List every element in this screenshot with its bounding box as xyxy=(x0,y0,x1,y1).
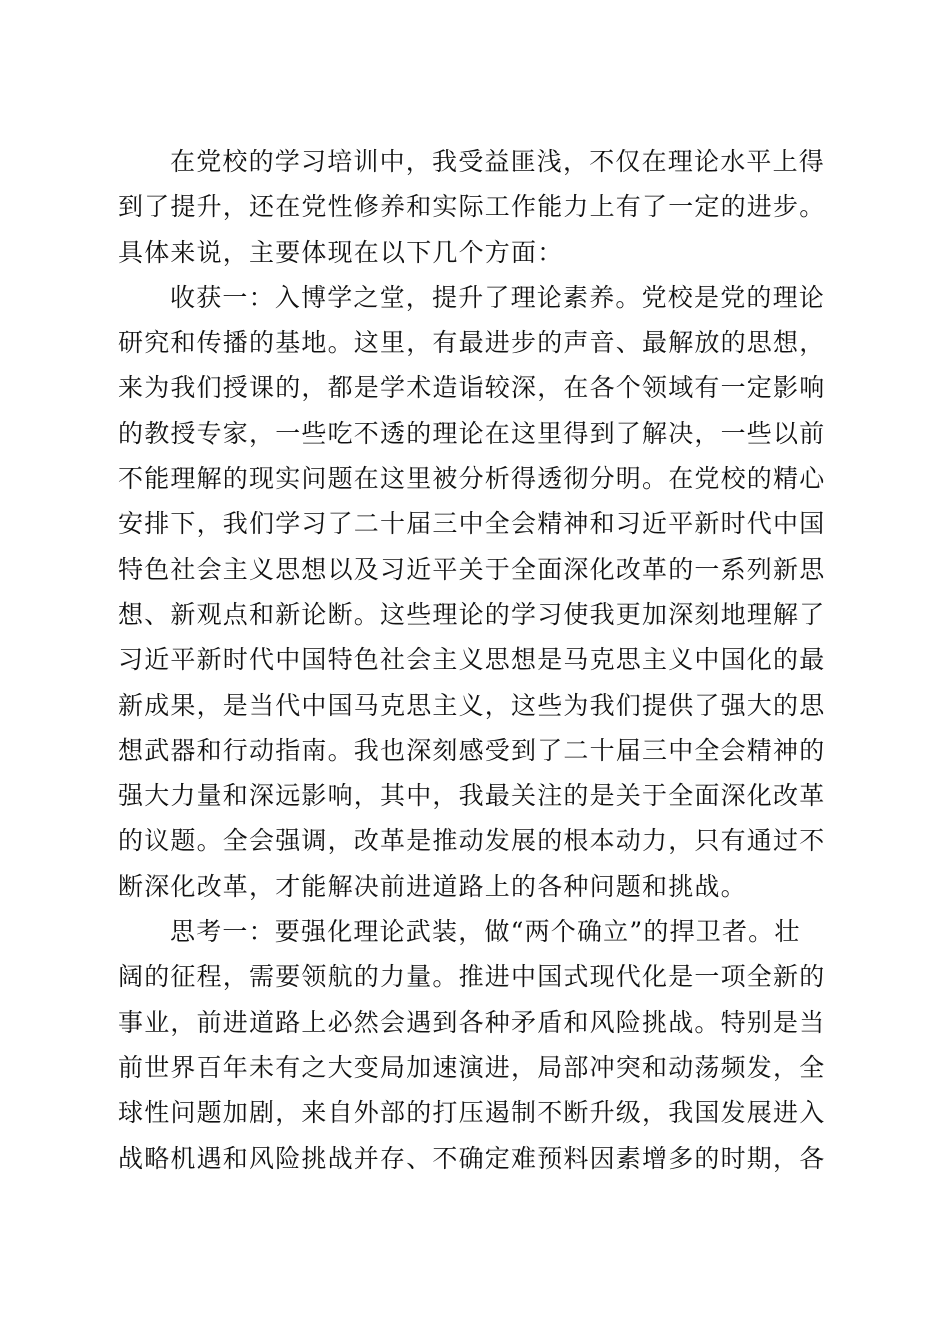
text-line: 想、新观点和新论断。这些理论的学习使我更加深刻地理解了 xyxy=(118,599,826,629)
text-line: 事业，前进道路上必然会遇到各种矛盾和风险挑战。特别是当 xyxy=(118,1007,826,1037)
document-body xyxy=(118,139,832,1181)
text-line: 新成果，是当代中国马克思主义，这些为我们提供了强大的思 xyxy=(118,690,826,720)
text-line: 战略机遇和风险挑战并存、不确定难预料因素增多的时期，各 xyxy=(118,1143,826,1173)
text-line: 在党校的学习培训中，我受益匪浅，不仅在理论水平上得 xyxy=(170,147,826,176)
text-line: 收获一：入博学之堂，提升了理论素养。党校是党的理论 xyxy=(170,282,826,312)
text-line: 强大力量和深远影响，其中，我最关注的是关于全面深化改革 xyxy=(118,781,826,811)
paragraph-gain-one xyxy=(118,275,832,909)
paragraph-thought-one xyxy=(118,909,832,1181)
text-line: 来为我们授课的，都是学术造诣较深，在各个领域有一定影响 xyxy=(118,373,826,403)
text-line: 习近平新时代中国特色社会主义思想是马克思主义中国化的最 xyxy=(118,645,826,675)
text-line: 具体来说，主要体现在以下几个方面： xyxy=(118,237,564,267)
text-line: 安排下，我们学习了二十届三中全会精神和习近平新时代中国 xyxy=(118,509,826,539)
text-line: 思考一：要强化理论武装，做“两个确立”的捍卫者。壮 xyxy=(170,917,801,947)
text-line: 前世界百年未有之大变局加速演进，局部冲突和动荡频发，全 xyxy=(118,1052,826,1082)
text-line: 球性问题加剧，来自外部的打压遏制不断升级，我国发展进入 xyxy=(118,1098,826,1128)
text-line: 特色社会主义思想以及习近平关于全面深化改革的一系列新思 xyxy=(118,554,826,584)
text-line: 断深化改革，才能解决前进道路上的各种问题和挑战。 xyxy=(118,871,747,901)
text-line: 的教授专家，一些吃不透的理论在这里得到了解决，一些以前 xyxy=(118,418,826,448)
text-line: 的议题。全会强调，改革是推动发展的根本动力，只有通过不 xyxy=(118,826,826,856)
text-line: 想武器和行动指南。我也深刻感受到了二十届三中全会精神的 xyxy=(118,735,826,765)
text-line: 不能理解的现实问题在这里被分析得透彻分明。在党校的精心 xyxy=(118,464,826,494)
paragraph-intro xyxy=(118,139,832,275)
text-line: 研究和传播的基地。这里，有最进步的声音、最解放的思想， xyxy=(118,328,826,358)
text-line: 阔的征程，需要领航的力量。推进中国式现代化是一项全新的 xyxy=(118,962,826,992)
text-line: 到了提升，还在党性修养和实际工作能力上有了一定的进步。 xyxy=(118,192,826,222)
